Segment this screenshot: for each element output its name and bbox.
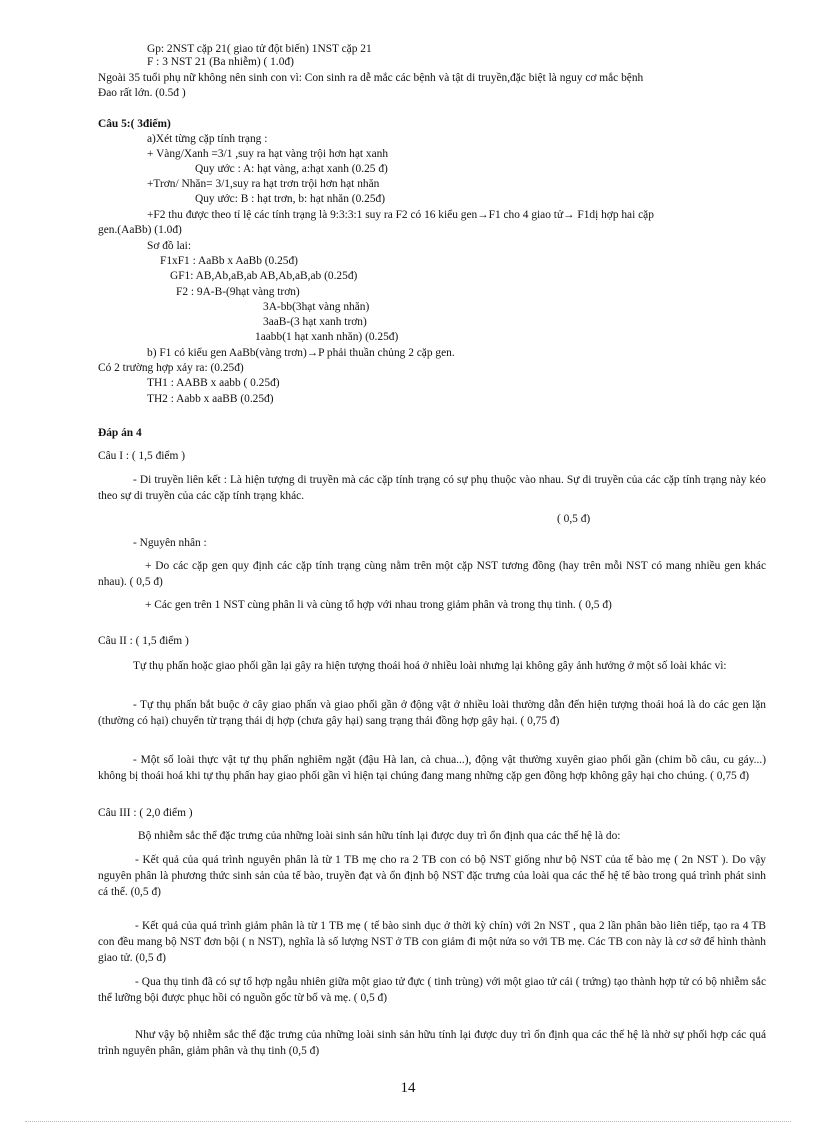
text-line: +F2 thu được theo tỉ lệ các tính trạng là 9:3:3:1 suy ra F2 có 16 kiểu gen→F1 cho 4 giao tử→ F1dị hợp hai cặp (147, 209, 654, 221)
cross-scheme-line: F2 : 9A-B-(9hạt vàng trơn) (176, 286, 300, 298)
paragraph: - Qua thụ tinh đã có sự tổ hợp ngẫu nhiên giữa một giao tử đực ( tinh trùng) với một giao tử cái ( trứng) tạo thành hợp tử có bộ nhiễm sắc thể lưỡng bội được phục hồi có nguồn gốc từ bố và mẹ. ( 0,5 đ) (98, 976, 766, 1004)
paragraph: Ngoài 35 tuổi phụ nữ không nên sinh con vì: Con sinh ra dễ mắc các bệnh và tật di truyền,đặc biệt là nguy cơ mắc bệnh (98, 72, 644, 84)
question-heading: Câu 5:( 3điểm) (98, 118, 171, 130)
f-line: F : 3 NST 21 (Ba nhiễm) ( 1.0đ) (147, 56, 294, 68)
page-number: 14 (400, 1080, 416, 1096)
text-line: +Trơn/ Nhăn= 3/1,suy ra hạt trơn trội hơn hạt nhăn (147, 178, 380, 190)
score: ( 0,5 đ) (557, 513, 591, 525)
paragraph: + Các gen trên 1 NST cùng phân li và cùng tổ hợp với nhau trong giảm phân và trong thụ tinh. ( 0,5 đ) (145, 599, 612, 611)
text-line: + Vàng/Xanh =3/1 ,suy ra hạt vàng trội hơn hạt xanh (147, 148, 389, 160)
paragraph: Như vậy bộ nhiễm sắc thể đặc trưng của những loài sinh sản hữu tính lại được duy trì ổn định qua các thế hệ là nhờ sự phối hợp các quá trình nguyên phân, giảm phân và thụ tinh (0,5 đ) (98, 1029, 766, 1057)
paragraph: Tự thụ phấn hoặc giao phối gần lại gây ra hiện tượng thoái hoá ở nhiều loài nhưng lại không gây ảnh hưởng ở một số loài khác vì: (133, 660, 727, 672)
question-heading: Câu II : ( 1,5 điểm ) (98, 635, 189, 647)
paragraph: Bộ nhiễm sắc thể đặc trưng của những loài sinh sản hữu tính lại được duy trì ổn định qua các thế hệ là do: (138, 830, 621, 842)
cross-scheme-line: GF1: AB,Ab,aB,ab AB,Ab,aB,ab (0.25đ) (170, 270, 358, 282)
paragraph: - Kết quả của quá trình nguyên phân là từ 1 TB mẹ cho ra 2 TB con có bộ NST giống như bộ NST của tế bào mẹ ( 2n NST ). Do vậy nguyên phân là phương thức sinh sản của tế bào, truyền đạt và ổn định bộ NST đặc trưng của loài qua các thế hệ tế bào trong quá trình phát sinh cá thể. (0,5 đ) (98, 854, 766, 898)
text-line: Quy ước: B : hạt trơn, b: hạt nhăn (0.25đ) (195, 193, 385, 205)
gp-line: Gp: 2NST cặp 21( giao tử đột biến) 1NST cặp 21 (147, 43, 372, 55)
section-title: Đáp án 4 (98, 427, 142, 439)
paragraph: Đao rất lớn. (0.5đ ) (98, 87, 186, 99)
cross-scheme-line: F1xF1 : AaBb x AaBb (0.25đ) (160, 255, 298, 267)
text-line: TH2 : Aabb x aaBB (0.25đ) (147, 393, 274, 405)
text-line: a)Xét từng cặp tính trạng : (147, 133, 268, 145)
paragraph: + Do các cặp gen quy định các cặp tính trạng cùng nằm trên một cặp NST tương đồng (hay trên mỗi NST có mang nhiều gen khác nhau). ( 0,5 đ) (98, 560, 766, 588)
cross-scheme-line: 3aaB-(3 hạt xanh trơn) (263, 316, 367, 328)
text-line: TH1 : AABB x aabb ( 0.25đ) (147, 377, 280, 389)
paragraph: - Di truyền liên kết : Là hiện tượng di truyền mà các cặp tính trạng có sự phụ thuộc vào nhau. Sự di truyền của các cặp tính trạng này kéo theo sự di truyền của các cặp tính trạng khác. (98, 474, 766, 502)
text-line: - Nguyên nhân : (133, 537, 207, 549)
text-line: Sơ đồ lai: (147, 240, 191, 252)
question-heading: Câu I : ( 1,5 điểm ) (98, 450, 185, 462)
text-line: Quy ước : A: hạt vàng, a:hạt xanh (0.25 đ) (195, 163, 388, 175)
text-line: Có 2 trường hợp xảy ra: (0.25đ) (98, 362, 244, 374)
question-heading: Câu III : ( 2,0 điểm ) (98, 807, 193, 819)
paragraph: - Tự thụ phấn bắt buộc ở cây giao phấn và giao phối gần ở động vật ở nhiều loài thường dẫn đến hiện tượng thoái hoá là do các gen lặn (thường có hại) chuyển từ trạng thái dị hợp (chưa gây hại) sang trạng thái đồng hợp gây hại. ( 0,75 đ) (98, 699, 766, 727)
text-line: b) F1 có kiểu gen AaBb(vàng trơn)→P phải thuần chủng 2 cặp gen. (147, 347, 455, 359)
text-line: gen.(AaBb) (1.0đ) (98, 224, 182, 236)
paragraph: - Một số loài thực vật tự thụ phấn nghiêm ngặt (đậu Hà lan, cà chua...), động vật thường xuyên giao phối gần (chim bồ câu, cu gáy...) không bị thoái hoá khi tự thụ phấn hay giao phối gần vì hiện tại chúng đang mang những cặp gen đồng hợp không gây hại cho chúng. ( 0,75 đ) (98, 754, 766, 782)
page-bottom-divider (25, 1121, 791, 1122)
paragraph: - Kết quả của quá trình giảm phân là từ 1 TB mẹ ( tế bào sinh dục ở thời kỳ chín) với 2n NST , qua 2 lần phân bào liên tiếp, tạo ra 4 TB con đều mang bộ NST đơn bội ( n NST), nghĩa là số lượng NST ở TB con giảm đi một nửa so với TB mẹ. Các TB con này là cơ sở để hình thành giao tử. (0,5 đ) (98, 920, 766, 964)
cross-scheme-line: 1aabb(1 hạt xanh nhăn) (0.25đ) (255, 331, 399, 343)
cross-scheme-line: 3A-bb(3hạt vàng nhăn) (263, 301, 370, 313)
